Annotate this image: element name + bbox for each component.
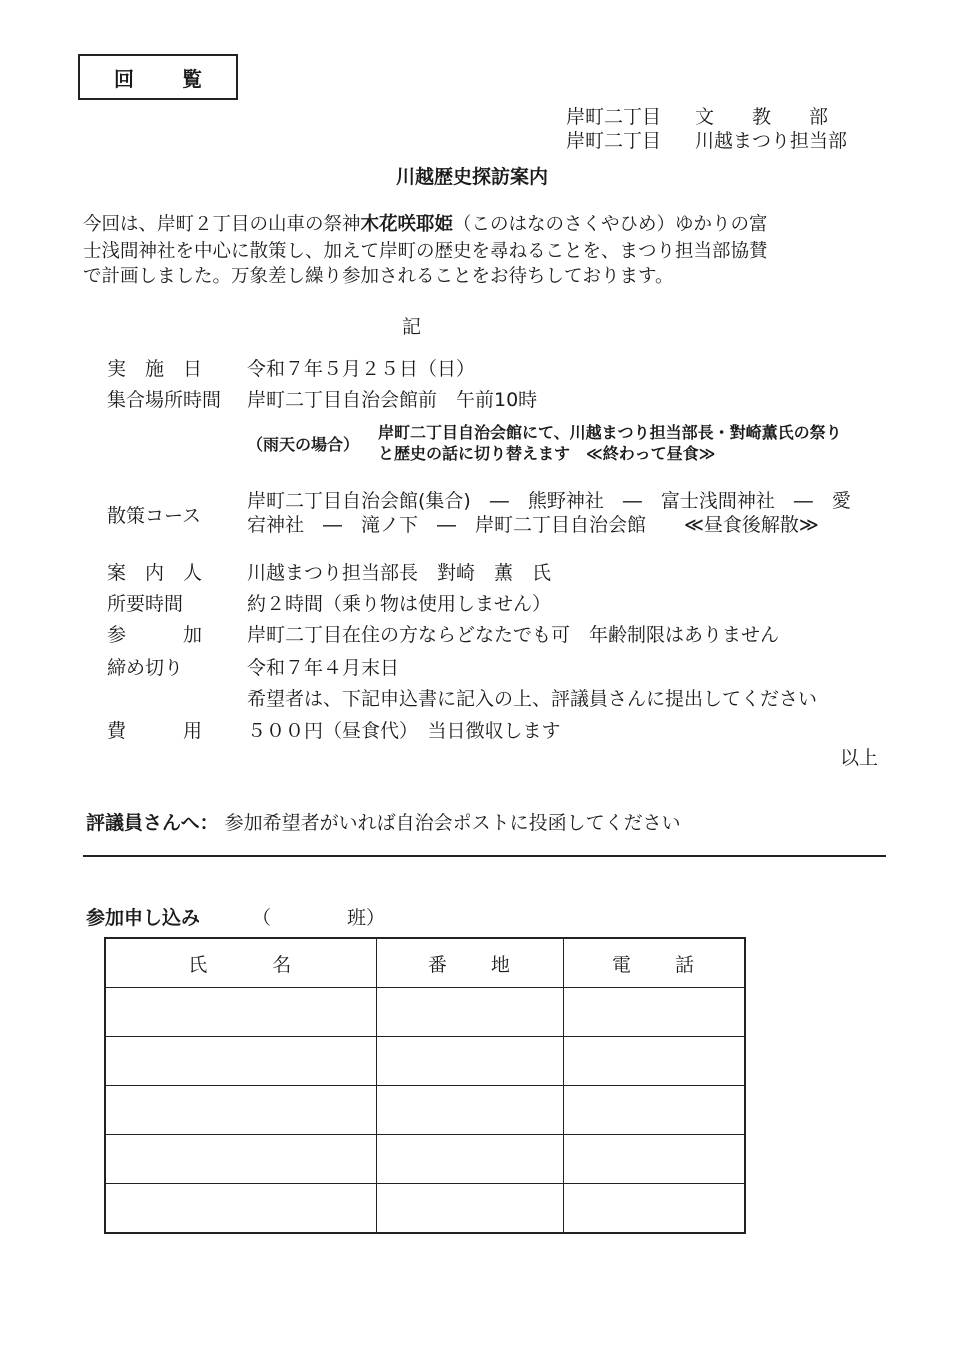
address-cell[interactable] — [376, 1086, 563, 1135]
join-value: 岸町二丁目在住の方ならどなたでも可 年齢制限はありません — [247, 624, 780, 646]
sender-dept-1: 文 教 部 — [695, 106, 829, 128]
course-line-2: 宕神社 ― 滝ノ下 ― 岸町二丁目自治会館 ≪昼食後解散≫ — [247, 514, 819, 536]
guide-value: 川越まつり担当部長 對崎 薫 氏 — [247, 562, 552, 584]
cut-line-divider — [83, 855, 886, 857]
table-row — [105, 1135, 745, 1184]
ijo-closing: 以上 — [840, 747, 879, 769]
table-row — [105, 1184, 745, 1234]
deadline-label: 締め切り — [107, 657, 184, 679]
course-line-1: 岸町二丁目自治会館(集合) ― 熊野神社 ― 富士浅間神社 ― 愛 — [247, 490, 851, 512]
councilor-label: 評議員さんへ： — [86, 812, 219, 834]
guide-label: 案 内 人 — [107, 562, 203, 584]
deadline-note: 希望者は、下記申込書に記入の上、評議員さんに提出してください — [247, 688, 818, 710]
join-label: 参 加 — [107, 624, 203, 646]
document-title: 川越歴史探訪案内 — [396, 166, 549, 188]
header-phone: 電 話 — [564, 938, 745, 988]
intro-line-1-b: （このはなのさくやひめ）ゆかりの富 — [453, 214, 768, 235]
header-name: 氏 名 — [105, 938, 376, 988]
table-row — [105, 1086, 745, 1135]
header-address: 番 地 — [376, 938, 563, 988]
phone-cell[interactable] — [564, 1086, 745, 1135]
course-label: 散策コース — [107, 505, 202, 527]
phone-cell[interactable] — [564, 988, 745, 1037]
application-label: 参加申し込み — [86, 907, 201, 929]
ki-heading: 記 — [402, 316, 422, 338]
deadline-value: 令和７年４月末日 — [247, 657, 400, 679]
han-field[interactable]: （ 班） — [252, 907, 386, 929]
deity-name: 木花咲耶姫 — [360, 214, 454, 235]
application-table — [104, 937, 746, 1234]
fee-value: ５００円（昼食代） 当日徴収します — [247, 720, 561, 742]
phone-cell[interactable] — [564, 1037, 745, 1086]
name-cell[interactable] — [105, 1184, 376, 1234]
address-cell[interactable] — [376, 1184, 563, 1234]
intro-line-2: 士浅間神社を中心に散策し、加えて岸町の歴史を尋ねることを、まつり担当部協賛 — [83, 241, 768, 262]
phone-cell[interactable] — [564, 1184, 745, 1234]
address-cell[interactable] — [376, 988, 563, 1037]
date-value: 令和７年５月２５日（日） — [247, 358, 476, 380]
sender-dept-2: 川越まつり担当部 — [695, 130, 848, 152]
address-cell[interactable] — [376, 1037, 563, 1086]
table-header-row — [105, 938, 745, 988]
name-cell[interactable] — [105, 1135, 376, 1184]
name-cell[interactable] — [105, 1037, 376, 1086]
time-label: 所要時間 — [107, 593, 184, 615]
address-cell[interactable] — [376, 1135, 563, 1184]
councilor-text: 参加希望者がいれば自治会ポストに投函してください — [224, 812, 681, 834]
rain-label: （雨天の場合） — [247, 435, 360, 454]
sender-org-2: 岸町二丁目 — [566, 130, 662, 152]
sender-org-1: 岸町二丁目 — [566, 106, 662, 128]
fee-label: 費 用 — [107, 720, 203, 742]
date-label: 実 施 日 — [107, 358, 203, 380]
kairan-box: 回 覧 — [78, 54, 238, 100]
table-row — [105, 988, 745, 1037]
meet-label: 集合場所時間 — [107, 389, 222, 411]
name-cell[interactable] — [105, 1086, 376, 1135]
time-value: 約２時間（乗り物は使用しません） — [247, 593, 552, 615]
intro-line-1 — [83, 210, 768, 240]
intro-line-3: で計画しました。万象差し繰り参加されることをお待ちしております。 — [83, 266, 674, 287]
councilor-note — [86, 808, 681, 835]
phone-cell[interactable] — [564, 1135, 745, 1184]
rain-line-2: と歴史の話に切り替えます ≪終わって昼食≫ — [378, 444, 716, 463]
intro-line-1-a: 今回は、岸町２丁目の山車の祭神 — [83, 214, 361, 235]
table-row — [105, 1037, 745, 1086]
rain-line-1: 岸町二丁目自治会館にて、川越まつり担当部長・對崎薫氏の祭り — [378, 423, 842, 442]
meet-value: 岸町二丁目自治会館前 午前10時 — [247, 389, 538, 411]
name-cell[interactable] — [105, 988, 376, 1037]
